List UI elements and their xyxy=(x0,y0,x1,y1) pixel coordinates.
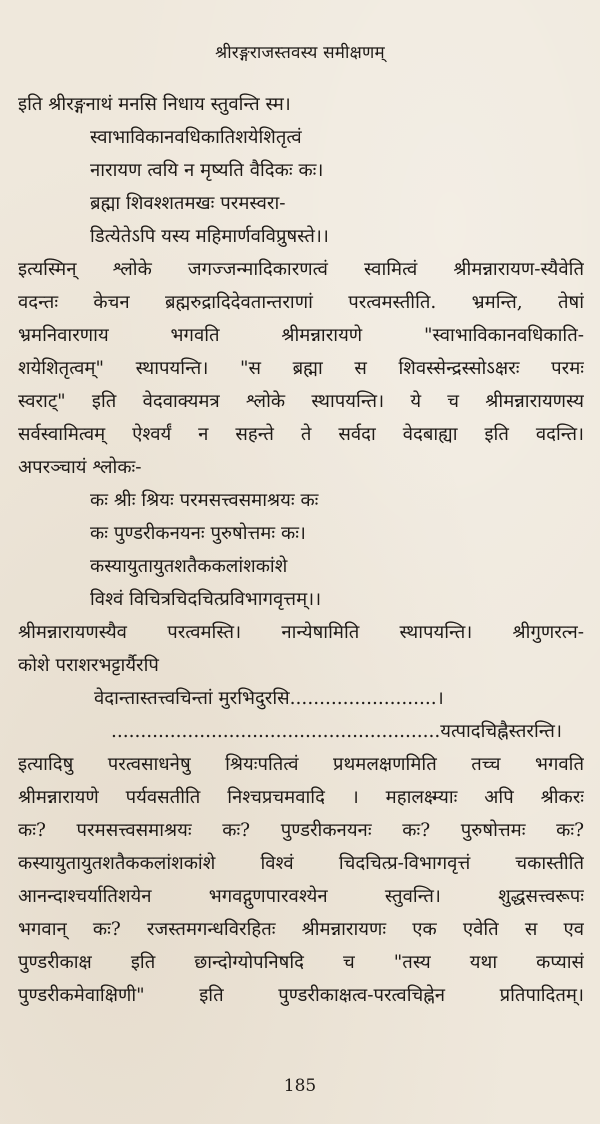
page-number: 185 xyxy=(283,1076,317,1096)
quote-line: ........................................................यत्पादचिह्नैस्तरन्ति। xyxy=(110,721,562,742)
text-line: भगवान् कः? रजस्तमगन्धविरहितः श्रीमन्नारायणः एक एवेति स एव xyxy=(18,919,584,940)
text-line: आनन्दाश्चर्यातिशयेन भगवद्गुणपारवश्येन स्तुवन्ति। शुद्धसत्त्वरूपः xyxy=(18,886,584,907)
verse-line: नारायण त्वयि न मृष्यति वैदिकः कः। xyxy=(90,160,324,181)
text-line: इत्यस्मिन् श्लोके जगज्जन्मादिकारणत्वं स्वामित्वं श्रीमन्नारायण-स्यैवेति xyxy=(18,259,584,280)
text-line: अपरञ्चायं श्लोकः- xyxy=(18,457,142,478)
verse-line: कस्यायुतायुतशतैककलांशकांशे xyxy=(90,556,288,577)
quote-line: वेदान्तास्तत्त्वचिन्तां मुरभिदुरसि.........................। xyxy=(94,688,444,709)
text-line: पुण्डरीकाक्ष इति छान्दोग्योपनिषदि च "तस्य यथा कप्यासं xyxy=(18,952,584,973)
text-line: शयेशितृत्वम्" स्थापयन्ति। "स ब्रह्मा स शिवस्सेन्द्रस्सोऽक्षरः परमः xyxy=(18,358,584,379)
text-line: इत्यादिषु परत्वसाधनेषु श्रियःपतित्वं प्रथमलक्षणमिति तच्च भगवति xyxy=(18,754,584,775)
text-line: श्रीमन्नारायणस्यैव परत्वमस्ति। नान्येषामिति स्थापयन्ति। श्रीगुणरत्न- xyxy=(18,622,584,643)
verse-line: ब्रह्मा शिवश्शतमखः परमस्वरा- xyxy=(90,193,286,214)
text-line: पुण्डरीकमेवाक्षिणी" इति पुण्डरीकाक्षत्व-परत्वचिह्नेन प्रतिपादितम्। xyxy=(18,985,584,1006)
text-line: इति श्रीरङ्गनाथं मनसि निधाय स्तुवन्ति स्म। xyxy=(18,94,291,115)
text-line: सर्वस्वामित्वम् ऐश्वर्यं न सहन्ते ते सर्वदा वेदबाह्या इति वदन्ति। xyxy=(18,424,584,445)
verse-line: स्वाभाविकानवधिकातिशयेशितृत्वं xyxy=(90,127,302,148)
verse-line: कः श्रीः श्रियः परमसत्त्वसमाश्रयः कः xyxy=(90,490,319,511)
running-head: श्रीरङ्गराजस्तवस्य समीक्षणम् xyxy=(215,43,385,63)
text-line: कोशे पराशरभट्टार्यैरपि xyxy=(18,655,159,676)
text-line: स्वराट्" इति वेदवाक्यमत्र श्लोके स्थापयन्ति। ये च श्रीमन्नारायणस्य xyxy=(18,391,584,412)
verse-line: विश्वं विचित्रचिदचित्प्रविभागवृत्तम्।। xyxy=(90,589,322,610)
page-body xyxy=(18,88,584,1012)
verse-line: कः पुण्डरीकनयनः पुरुषोत्तमः कः। xyxy=(90,523,306,544)
text-line: भ्रमनिवारणाय भगवति श्रीमन्नारायणे "स्वाभाविकानवधिकाति- xyxy=(18,325,584,346)
text-line: श्रीमन्नारायणे पर्यवसतीति निश्चप्रचमवादि । महालक्ष्म्याः अपि श्रीकरः xyxy=(18,787,584,808)
text-line: कस्यायुतायुतशतैककलांशकांशे विश्वं चिदचित्प्र-विभागवृत्तं चकास्तीति xyxy=(18,853,584,874)
text-line: वदन्तः केचन ब्रह्मरुद्रादिदेवतान्तराणां परत्वमस्तीति. भ्रमन्ति, तेषां xyxy=(18,292,584,313)
verse-line: डित्येतेऽपि यस्य महिमार्णवविप्रुषस्ते।। xyxy=(90,226,329,247)
text-line: कः? परमसत्त्वसमाश्रयः कः? पुण्डरीकनयनः कः? पुरुषोत्तमः कः? xyxy=(18,820,584,841)
